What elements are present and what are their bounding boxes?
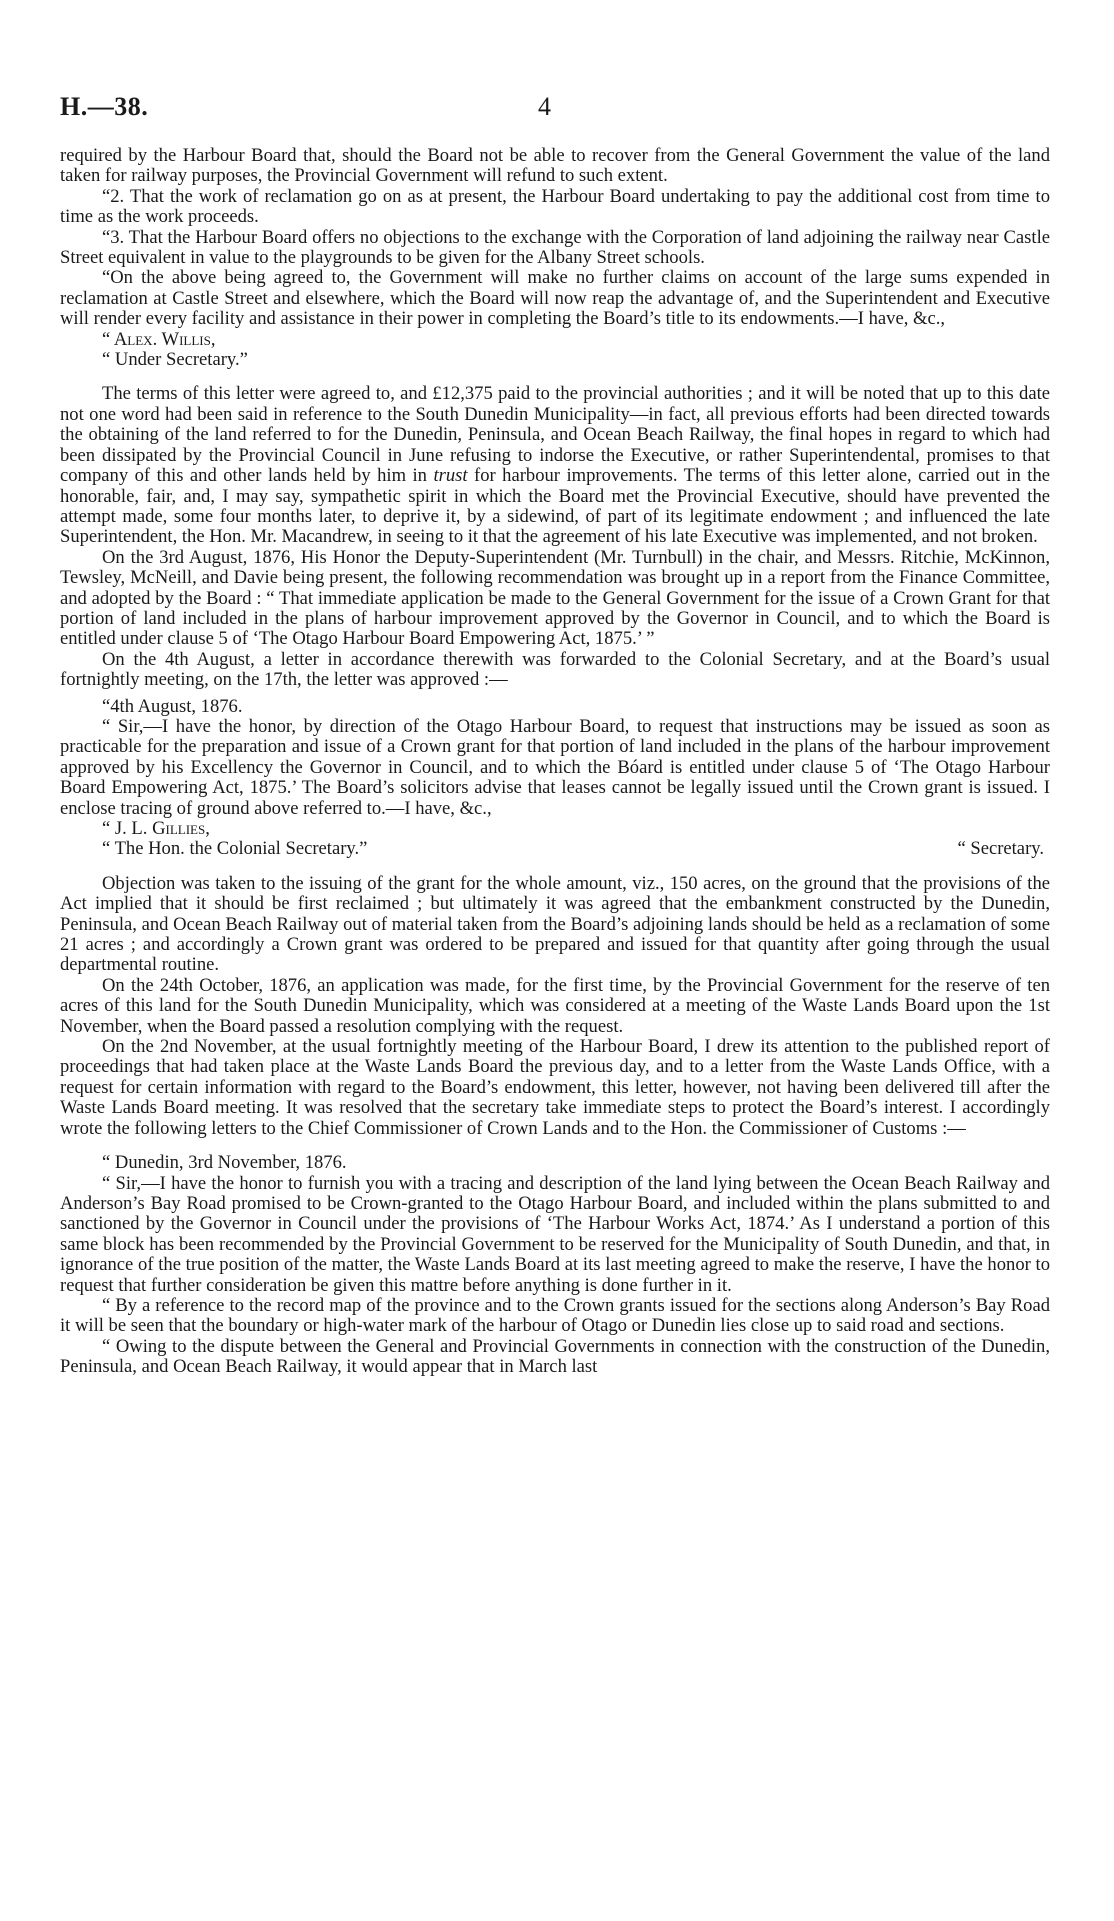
signature-title-1: “ Under Secretary.”: [102, 349, 248, 371]
paragraph-14: “ Owing to the dispute between the General and Provincial Governments in connection with the construction of the Dunedin, Peninsula, and Ocean Beach Railway, it would appear that in March last: [60, 1335, 1050, 1378]
paragraph-5: [60, 384, 1050, 547]
paragraph-13: “ By a reference to the record map of the province and to the Crown grants issued for the sections along Anderson’s Bay Road it will be seen that the boundary or high-water mark of the harbour of Otago or Dunedin lies close up to said road and sections.: [60, 1294, 1050, 1337]
paragraph-7: On the 4th August, a letter in accordance therewith was forwarded to the Colonial Secretary, and at the Board’s usual fortnightly meeting, on the 17th, the letter was approved :—: [60, 648, 1050, 691]
body-text: [60, 146, 1050, 1378]
paragraph-11: On the 2nd November, at the usual fortnightly meeting of the Harbour Board, I drew its attention to the published report of proceedings that had taken place at the Waste Lands Board the previous day, and to a letter from the Waste Lands Office, with a request for certain information with regard to the Board’s endowment, this letter, however, not having been delivered till after the Waste Lands Board meeting. It was resolved that the secretary take immediate steps to protect the Board’s interest. I accordingly wrote the following letters to the Chief Commissioner of Crown Lands and to the Hon. the Commissioner of Customs :—: [60, 1036, 1050, 1139]
signature-name-1: “ Alex. Willis,: [102, 328, 216, 350]
letter-date-2: “ Dunedin, 3rd November, 1876.: [102, 1152, 347, 1174]
paragraph-6: On the 3rd August, 1876, His Honor the Deputy-Superintendent (Mr. Turnbull) in the chair, and Messrs. Ritchie, McKinnon, Tewsley, McNeill, and Davie being present, the following recommendation was brought up in a report from the Finance Committee, and adopted by the Board : “ That immediate application be made to the General Government for the issue of a Crown Grant for that portion of land included in the plans of harbour improvement approved by the Governor in Council, and to which the Board is entitled under clause 5 of ‘The Otago Harbour Board Empowering Act, 1875.’ ”: [60, 546, 1050, 650]
letter-date-1: “4th August, 1876.: [102, 695, 243, 717]
paragraph-5-part-2: for harbour improvements. The terms of this letter alone, carried out in the honorable, fair, and, I may say, sympathetic spirit in which the Board met the Provincial Executive, should have prevented the attempt made, some four months later, to deprive it, by a sidewind, of part of its legitimate endowment ; and influenced the late Superintendent, the Hon. Mr. Macandrew, in seeing to it that the agreement of his late Executive was implemented, and not broken.: [60, 465, 1051, 548]
paragraph-8: “ Sir,—I have the honor, by direction of the Otago Harbour Board, to request that instructions may be issued as soon as practicable for the preparation and issue of a Crown grant for that portion of land included in the plans of the harbour improvement approved by his Excellency the Governor in Council, and to which the Bóard is entitled under clause 5 of ‘The Otago Harbour Board Empowering Act, 1875.’ The Board’s solicitors advise that leases cannot be legally issued until the Crown grant is issued. I enclose tracing of ground above referred to.—I have, &c.,: [60, 715, 1050, 819]
paragraph-10: On the 24th October, 1876, an application was made, for the first time, by the Provincial Government for the reserve of ten acres of this land for the South Dunedin Municipality, which was considered at a meeting of the Waste Lands Board upon the 1st November, when the Board passed a resolution complying with the request.: [60, 974, 1050, 1037]
signature-title-2: “ Secretary.: [957, 838, 1044, 860]
paragraph-5-trust: trust: [433, 465, 468, 487]
signature-row-2: [60, 839, 1050, 859]
signature-name-2: “ J. L. Gillies,: [102, 818, 210, 839]
paragraph-5-part-1: The terms of this letter were agreed to, and £12,375 paid to the provincial authorities ; and it will be noted that up to this date not one word had been said in reference to the South Dunedin Municipality—in fact, all previous efforts had been directed towards the obtaining of the land referred to for the Dunedin, Peninsula, and Ocean Beach Railway, the final hopes in regard to which had been dissipated by the Provincial Council in June refusing to indorse the Executive, or rather Superintendental, promises to that company of this and other lands held by him in: [60, 383, 1050, 487]
page-header: [60, 92, 1050, 132]
paragraph-4: “On the above being agreed to, the Government will make no further claims on account of the large sums expended in reclamation at Castle Street and elsewhere, which the Board will now reap the advantage of, and the Superintendent and Executive will render every facility and assistance in their power in completing the Board’s title to its endowments.—I have, &c.,: [60, 267, 1050, 330]
paragraph-1: required by the Harbour Board that, should the Board not be able to recover from the General Government the value of the land taken for railway purposes, the Provincial Government will refund to such extent.: [60, 145, 1050, 187]
document-code: H.—38.: [60, 92, 149, 121]
paragraph-12: “ Sir,—I have the honor to furnish you with a tracing and description of the land lying between the Ocean Beach Railway and Anderson’s Bay Road promised to be Crown-granted to the Otago Harbour Board, and included within the plans submitted to and sanctioned by the Governor in Council under the provisions of ‘The Harbour Works Act, 1874.’ As I understand a portion of this same block has been recommended by the Provincial Government to be reserved for the Municipality of South Dunedin, and that, in ignorance of the true position of the matter, the Waste Lands Board at its last meeting agreed to make the reserve, I have the honor to request that further consideration be given this mattre before anything is done further in it.: [60, 1172, 1050, 1296]
letter-addressee: “ The Hon. the Colonial Secretary.”: [102, 838, 368, 860]
paragraph-9: Objection was taken to the issuing of the grant for the whole amount, viz., 150 acres, on the ground that the provisions of the Act implied that it should be first reclaimed ; but ultimately it was agreed that the embankment constructed by the Dunedin, Peninsula, and Ocean Beach Railway out of material taken from the Board’s adjoining lands should be held as a reclamation of some 21 acres ; and accordingly a Crown grant was ordered to be prepared and issued for that quantity after going through the usual departmental routine.: [60, 872, 1050, 976]
page-number: 4: [538, 92, 551, 121]
paragraph-2: “2. That the work of reclamation go on as at present, the Harbour Board undertaking to pay the additional cost from time to time as the work proceeds.: [60, 185, 1050, 228]
paragraph-3: “3. That the Harbour Board offers no objections to the exchange with the Corporation of land adjoining the railway near Castle Street equivalent in value to the playgrounds to be given for the Albany Street schools.: [60, 226, 1050, 269]
